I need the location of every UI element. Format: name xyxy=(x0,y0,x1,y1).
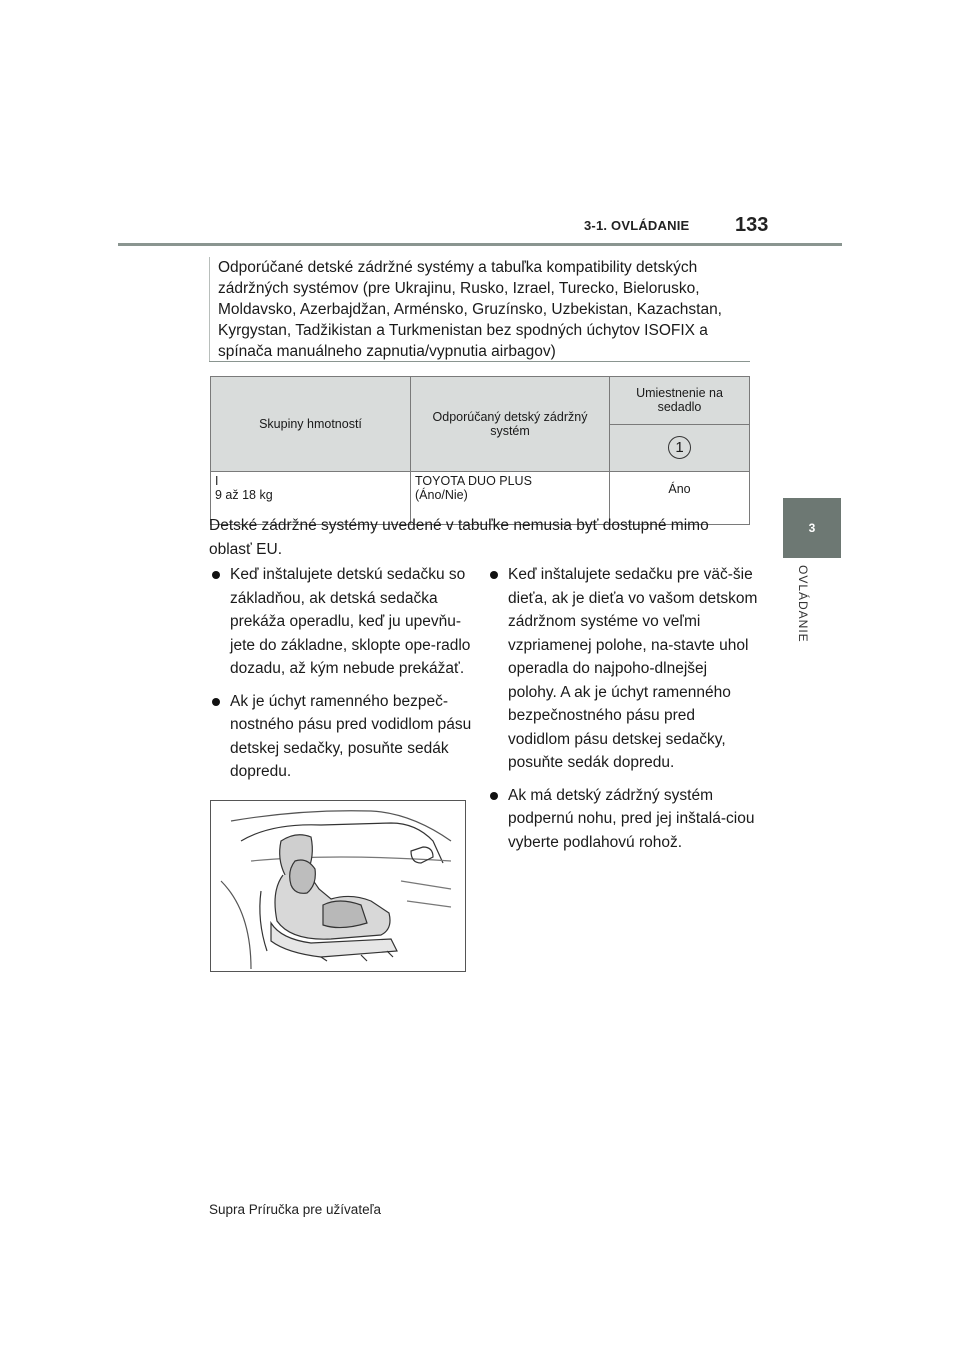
chapter-label: OVLÁDANIE xyxy=(796,565,810,643)
weight-range: 9 až 18 kg xyxy=(215,488,273,502)
chapter-tab xyxy=(783,498,841,558)
system-note: (Áno/Nie) xyxy=(415,488,468,502)
list-item xyxy=(488,563,758,775)
header-divider xyxy=(118,243,842,246)
header-placement: Umiestnenie na sedadlo xyxy=(610,377,750,425)
header-weight-group: Skupiny hmotností xyxy=(211,377,411,472)
title-divider xyxy=(209,361,750,362)
list-item-text: Ak má detský zádržný systém podpernú nohu, pred jej inštalá-ciou vyberte podlahovú rohož. xyxy=(508,786,755,851)
availability-note: Detské zádržné systémy uvedené v tabuľke nemusia byť dostupné mimo oblasť EU. xyxy=(209,517,709,558)
seat-position-icon: 1 xyxy=(668,436,691,459)
system-name: TOYOTA DUO PLUS xyxy=(415,474,532,488)
chapter-number: 3 xyxy=(808,521,816,535)
instructions-right xyxy=(488,563,758,863)
table-title: Odporúčané detské zádržné systémy a tabuľka kompatibility detských zádržných systémov (pre Ukrajinu, Rusko, Izrael, Turecko, Bielorusko, Moldavsko, Azerbajdžan, Arménsko, Gruzínsko, Uzbekistan, Kazachstan, Kyrgystan, Tadžikistan a Turkmenistan bez spodných úchytov ISOFIX a spínača manuálneho zapnutia/vypnutia airbagov) xyxy=(209,257,750,361)
list-item xyxy=(210,563,472,681)
footer-text: Supra Príručka pre užívateľa xyxy=(209,1202,382,1217)
bullet-icon xyxy=(490,571,498,579)
group-label: I xyxy=(215,474,219,488)
list-item xyxy=(210,690,472,784)
bullet-icon xyxy=(212,698,220,706)
header-seat-position xyxy=(610,424,750,472)
list-item xyxy=(488,784,758,855)
compatibility-table xyxy=(210,376,750,525)
child-seat-illustration xyxy=(210,800,466,972)
section-title: 3-1. OVLÁDANIE xyxy=(584,218,690,233)
page-number: 133 xyxy=(735,214,769,236)
cell-placement: Áno xyxy=(610,472,750,525)
list-item-text: Ak je úchyt ramenného bezpeč-nostného pásu pred vodidlom pásu detskej sedačky, posuňte sedák dopredu. xyxy=(230,692,472,780)
car-seat-drawing xyxy=(211,801,465,971)
header-recommended-system: Odporúčaný detský zádržný systém xyxy=(411,377,610,472)
list-item-text: Keď inštalujete detskú sedačku so základňou, ak detská sedačka prekáža operadlu, keď ju upevňu-jete do základne, sklopte ope-radlo dozadu, až kým nebude prekážať. xyxy=(230,566,471,677)
bullet-icon xyxy=(212,571,220,579)
instructions-left xyxy=(210,563,472,793)
bullet-icon xyxy=(490,792,498,800)
list-item-text: Keď inštalujete sedačku pre väč-šie dieťa, ak je dieťa vo vašom detskom zádržnom systéme vo veľmi vzpriamenej polohe, na-stavte uhol operadla do najpoho-dlnejšej polohy. A ak je úchyt ramenného bezpečnostného pásu pred vodidlom pásu detskej sedačky, posuňte sedák dopredu. xyxy=(508,566,758,771)
